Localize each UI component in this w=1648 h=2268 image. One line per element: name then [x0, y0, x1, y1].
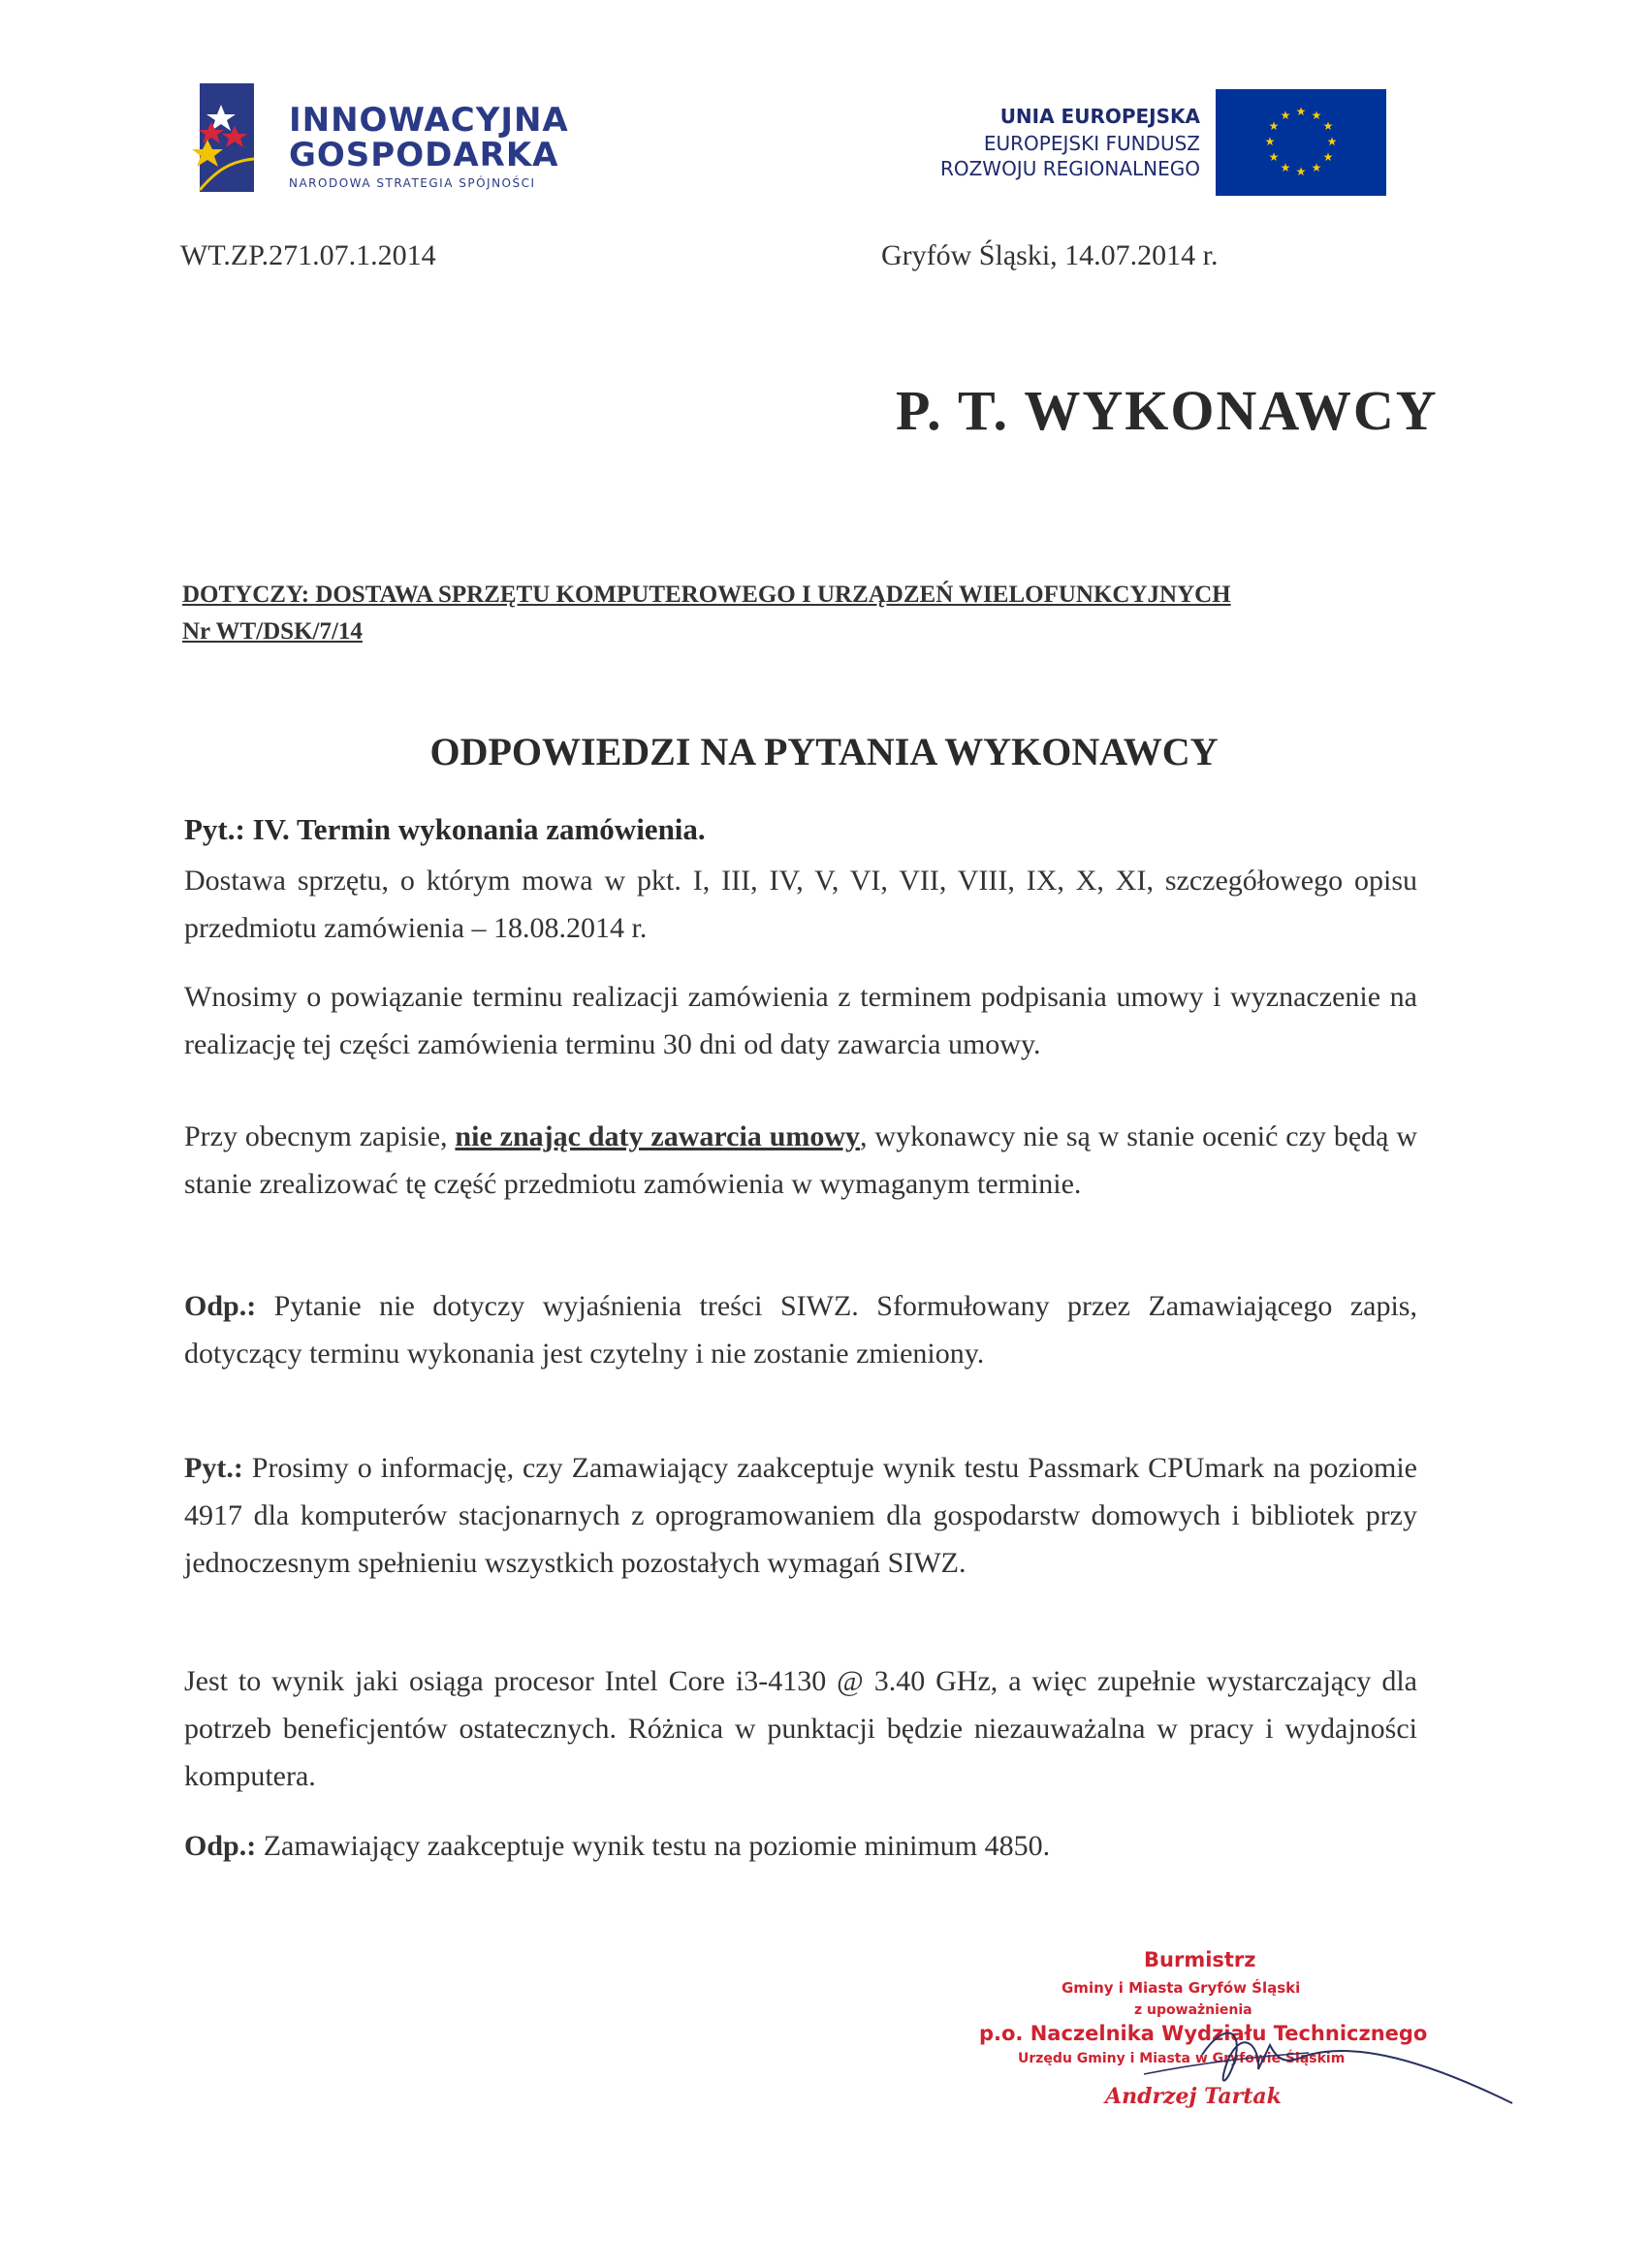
svg-text:★: ★ [1322, 150, 1334, 164]
svg-text:★: ★ [1311, 161, 1322, 174]
stamp-line-3: z upoważnienia [1134, 2002, 1252, 2018]
stamp-line-4: p.o. Naczelnika Wydziału Technicznego [979, 2022, 1428, 2045]
program-logo-line1: INNOWACYJNA [289, 101, 569, 140]
question-1-paragraph-3 [184, 1113, 1417, 1208]
question-1-paragraph-2: Wnosimy o powiązanie terminu realizacji zamówienia z terminem podpisania umowy i wyznaczenie na realizację tej części zamówienia terminu 30 dni od daty zawarcia umowy. [184, 981, 1417, 1060]
subject-number: Nr WT/DSK/7/14 [182, 618, 363, 645]
answer-1 [184, 1282, 1417, 1377]
svg-text:★: ★ [1311, 109, 1322, 122]
program-logo-icon [192, 83, 262, 192]
svg-text:★: ★ [1326, 135, 1338, 148]
svg-text:★: ★ [1264, 135, 1276, 148]
emphasized-phrase: nie znając daty zawarcia umowy [455, 1120, 861, 1152]
eu-flag-icon [1216, 89, 1386, 196]
question-1-paragraph-1: Dostawa sprzętu, o którym mowa w pkt. I, III, IV, V, VI, VII, VIII, IX, X, XI, szczegółowego opisu przedmiotu zamówienia – 18.08.2014 r. [184, 865, 1417, 944]
handwritten-signature [998, 1987, 1522, 2132]
page-title: ODPOWIEDZI NA PYTANIA WYKONAWCY [429, 730, 1219, 773]
question-1-paragraph-3-end: , wykonawcy nie są w stanie ocenić czy będą w stanie zrealizować tę część przedmiotu zamówienia w wymaganym terminie. [184, 1120, 1418, 1200]
place-and-date: Gryfów Śląski, 14.07.2014 r. [881, 239, 1219, 271]
eu-logo-line1: UNIA EUROPEJSKA [999, 105, 1200, 128]
eu-logo-line2: EUROPEJSKI FUNDUSZ [983, 132, 1200, 155]
subject-line: DOTYCZY: DOSTAWA SPRZĘTU KOMPUTEROWEGO I URZĄDZEŃ WIELOFUNKCYJNYCH [182, 582, 1231, 608]
answer-1-label: Odp.: [184, 1290, 257, 1322]
answer-2-label: Odp.: [184, 1830, 257, 1862]
svg-text:★: ★ [1322, 119, 1334, 133]
question-2 [184, 1444, 1417, 1587]
question-2-text: Prosimy o informację, czy Zamawiający zaakceptuje wynik testu Passmark CPUmark na poziomie 4917 dla komputerów stacjonarnych z oprogramowaniem dla gospodarstw domowych i bibliotek przy jednoczesnym spełnieniu wszystkich pozostałych wymagań SIWZ. [184, 1452, 1417, 1579]
reference-number: WT.ZP.271.07.1.2014 [180, 239, 436, 271]
question-1-paragraph-3-start: Przy obecnym zapisie, [184, 1120, 456, 1152]
svg-text:★: ★ [1268, 119, 1280, 133]
program-logo-line2: GOSPODARKA [289, 136, 559, 174]
addressee: P. T. WYKONAWCY [896, 379, 1439, 442]
eu-logo [902, 89, 1386, 198]
svg-text:★: ★ [1268, 150, 1280, 164]
question-1-title: Pyt.: IV. Termin wykonania zamówienia. [184, 812, 706, 846]
eu-logo-line3: ROZWOJU REGIONALNEGO [939, 157, 1200, 180]
question-2-label: Pyt.: [184, 1452, 243, 1484]
stamp-line-1: Burmistrz [1144, 1948, 1256, 1971]
answer-2-text: Zamawiający zaakceptuje wynik testu na poziomie minimum 4850. [256, 1830, 1051, 1862]
innowacyjna-gospodarka-logo [192, 78, 599, 204]
svg-text:★: ★ [1280, 109, 1291, 122]
question-2-paragraph-2: Jest to wynik jaki osiąga procesor Intel Core i3-4130 @ 3.40 GHz, a więc zupełnie wystarczający dla potrzeb beneficjentów ostatecznych. Różnica w punktacji będzie niezauważalna w pracy i wydajności komputera. [184, 1665, 1417, 1792]
svg-text:★: ★ [1280, 161, 1291, 174]
answer-1-text: Pytanie nie dotyczy wyjaśnienia treści SIWZ. Sformułowany przez Zamawiającego zapis, dotyczący terminu wykonania jest czytelny i nie zostanie zmieniony. [184, 1290, 1417, 1370]
stamp-line-6: Andrzej Tartak [1105, 2084, 1282, 2109]
svg-text:★: ★ [1295, 105, 1307, 118]
stamp-line-2: Gminy i Miasta Gryfów Śląski [1062, 1979, 1301, 1997]
answer-2 [184, 1822, 1417, 1870]
svg-text:★: ★ [1295, 165, 1307, 178]
stamp-line-5: Urzędu Gminy i Miasta w Gryfowie Śląskim [1018, 2051, 1346, 2066]
program-logo-line3: NARODOWA STRATEGIA SPÓJNOŚCI [289, 176, 536, 190]
